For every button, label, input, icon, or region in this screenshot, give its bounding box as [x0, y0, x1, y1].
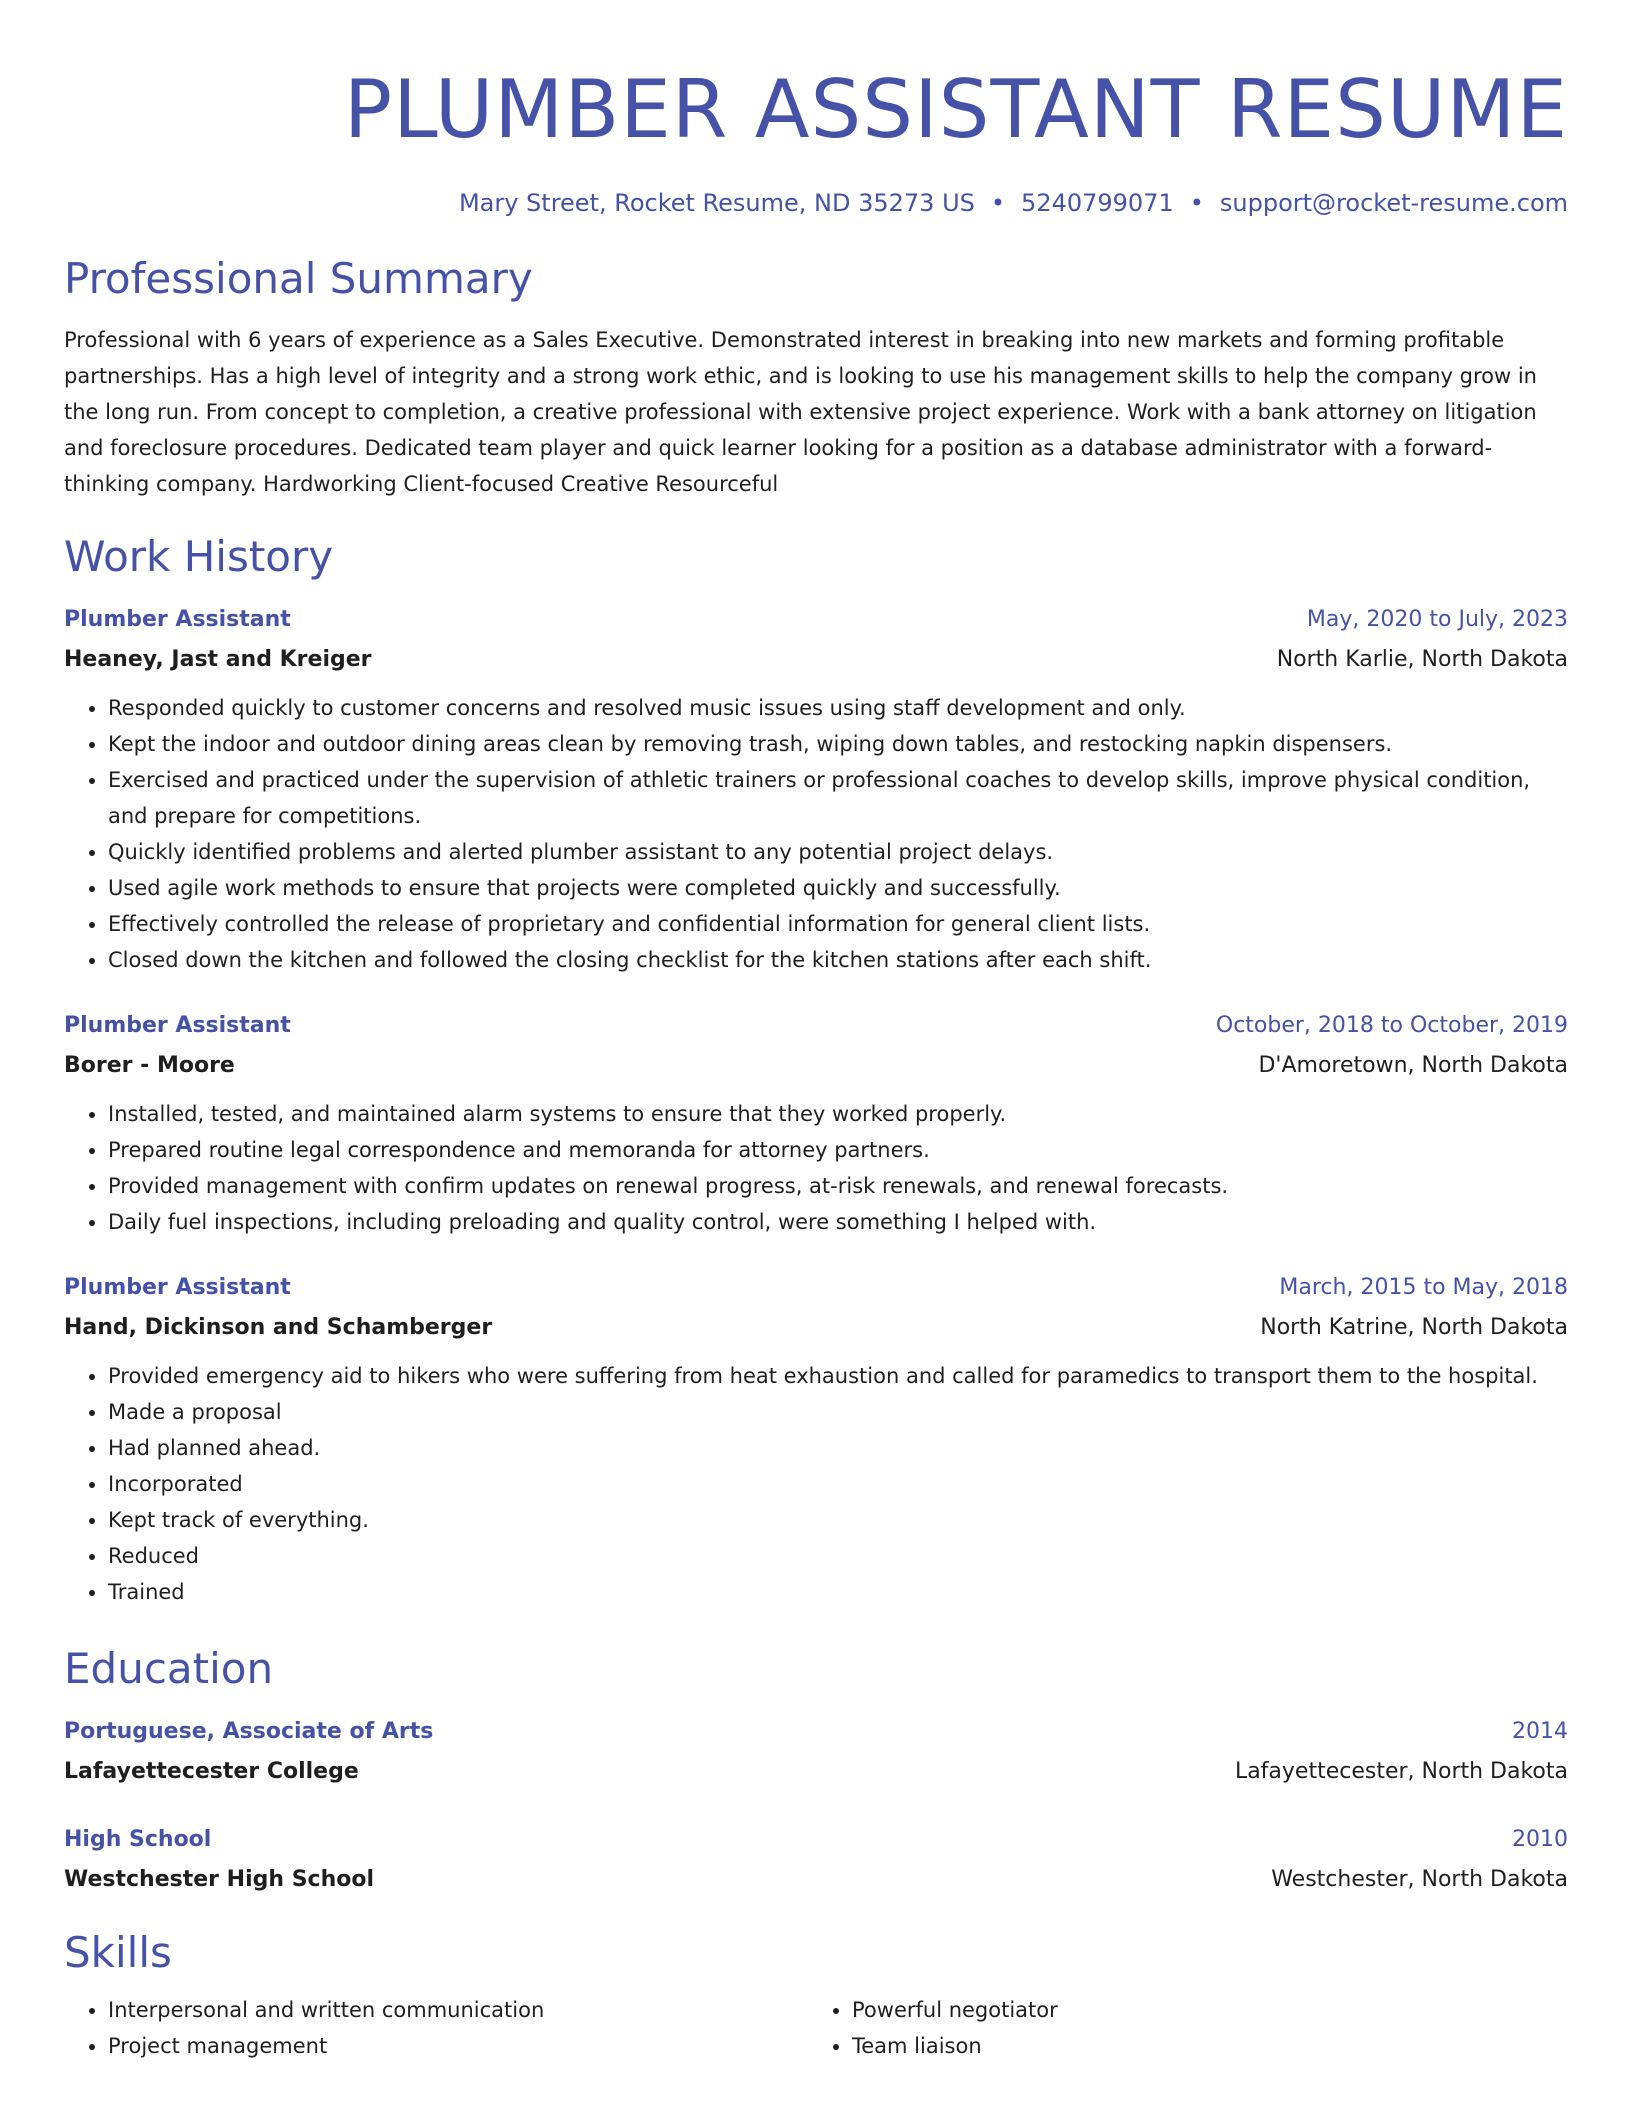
list-item: • Incorporated: [108, 1466, 1568, 1502]
list-item: • Installed, tested, and maintained alarm systems to ensure that they worked properly.: [108, 1096, 1568, 1132]
job-role: Plumber Assistant: [64, 607, 291, 632]
job-company: Borer - Moore: [64, 1053, 235, 1078]
job-bullets: [64, 1096, 1568, 1240]
education-year: 2014: [1512, 1719, 1568, 1744]
education-location: Lafayettecester, North Dakota: [1234, 1759, 1568, 1784]
skills-column-left: [64, 1992, 808, 2064]
job-location: North Karlie, North Dakota: [1276, 647, 1568, 672]
job-location: D'Amoretown, North Dakota: [1258, 1053, 1568, 1078]
list-item: • Effectively controlled the release of proprietary and confidential information for general client lists.: [108, 906, 1568, 942]
job-company: Heaney, Jast and Kreiger: [64, 647, 372, 672]
section-title-work-history: Work History: [64, 532, 334, 581]
skills-column-right: [808, 1992, 1552, 2064]
job-bullets: [64, 690, 1568, 978]
education-school: Lafayettecester College: [64, 1759, 359, 1784]
list-item: • Provided emergency aid to hikers who were suffering from heat exhaustion and called for paramedics to transport them to the hospital.: [108, 1358, 1568, 1394]
section-title-summary: Professional Summary: [64, 254, 533, 303]
contact-separator: •: [1189, 189, 1204, 217]
job-entry: [64, 600, 1568, 978]
education-year: 2010: [1512, 1827, 1568, 1852]
job-bullets: [64, 1358, 1568, 1610]
list-item: • Provided management with confirm updates on renewal progress, at-risk renewals, and renewal forecasts.: [108, 1168, 1568, 1204]
education-entry: [64, 1820, 1568, 1900]
education-degree: Portuguese, Associate of Arts: [64, 1719, 434, 1744]
section-title-education: Education: [64, 1644, 274, 1693]
summary-text: Professional with 6 years of experience as a Sales Executive. Demonstrated interest in breaking into new markets and forming profitable partnerships. Has a high level of integrity and a strong work ethic, and is looking to use his management skills to help the company grow in the long run. From concept to completion, a creative professional with extensive project experience. Work with a bank attorney on litigation and foreclosure procedures. Dedicated team player and quick learner looking for a position as a database administrator with a forward-thinking company. Hardworking Client-focused Creative Resourceful: [64, 328, 1537, 496]
list-item: • Had planned ahead.: [108, 1430, 1568, 1466]
education-degree: High School: [64, 1827, 212, 1852]
list-item: • Prepared routine legal correspondence and memoranda for attorney partners.: [108, 1132, 1568, 1168]
education-school: Westchester High School: [64, 1867, 375, 1892]
list-item: • Team liaison: [852, 2028, 1552, 2064]
job-dates: March, 2015 to May, 2018: [1279, 1275, 1568, 1300]
list-item: • Interpersonal and written communication: [108, 1992, 808, 2028]
list-item: • Trained: [108, 1574, 1568, 1610]
contact-phone: 5240799071: [1021, 189, 1174, 217]
list-item: • Daily fuel inspections, including preloading and quality control, were something I helped with.: [108, 1204, 1568, 1240]
education-location: Westchester, North Dakota: [1271, 1867, 1568, 1892]
job-entry: [64, 1006, 1568, 1240]
list-item: • Kept the indoor and outdoor dining areas clean by removing trash, wiping down tables, and restocking napkin dispensers.: [108, 726, 1568, 762]
list-item: • Responded quickly to customer concerns and resolved music issues using staff development and only.: [108, 690, 1568, 726]
job-dates: October, 2018 to October, 2019: [1215, 1013, 1568, 1038]
contact-address: Mary Street, Rocket Resume, ND 35273 US: [458, 189, 975, 217]
contact-separator: •: [990, 189, 1006, 217]
list-item: • Quickly identified problems and alerted plumber assistant to any potential project delays.: [108, 834, 1568, 870]
list-item: • Made a proposal: [108, 1394, 1568, 1430]
job-location: North Katrine, North Dakota: [1260, 1315, 1568, 1340]
job-role: Plumber Assistant: [64, 1013, 291, 1038]
skills-list: [64, 1992, 1568, 2064]
job-dates: May, 2020 to July, 2023: [1306, 607, 1568, 632]
section-title-skills: Skills: [64, 1928, 172, 1977]
resume-title: PLUMBER ASSISTANT RESUME: [343, 63, 1568, 156]
list-item: • Exercised and practiced under the supervision of athletic trainers or professional coaches to develop skills, improve physical condition, and prepare for competitions.: [108, 762, 1568, 834]
list-item: • Project management: [108, 2028, 808, 2064]
list-item: • Kept track of everything.: [108, 1502, 1568, 1538]
job-role: Plumber Assistant: [64, 1275, 291, 1300]
job-company: Hand, Dickinson and Schamberger: [64, 1315, 493, 1340]
contact-email: support@rocket-resume.com: [1219, 189, 1568, 217]
list-item: • Used agile work methods to ensure that projects were completed quickly and successfully.: [108, 870, 1568, 906]
education-entry: [64, 1712, 1568, 1792]
list-item: • Reduced: [108, 1538, 1568, 1574]
job-entry: [64, 1268, 1568, 1610]
list-item: • Closed down the kitchen and followed the closing checklist for the kitchen stations after each shift.: [108, 942, 1568, 978]
contact-line: [64, 186, 1568, 220]
list-item: • Powerful negotiator: [852, 1992, 1552, 2028]
